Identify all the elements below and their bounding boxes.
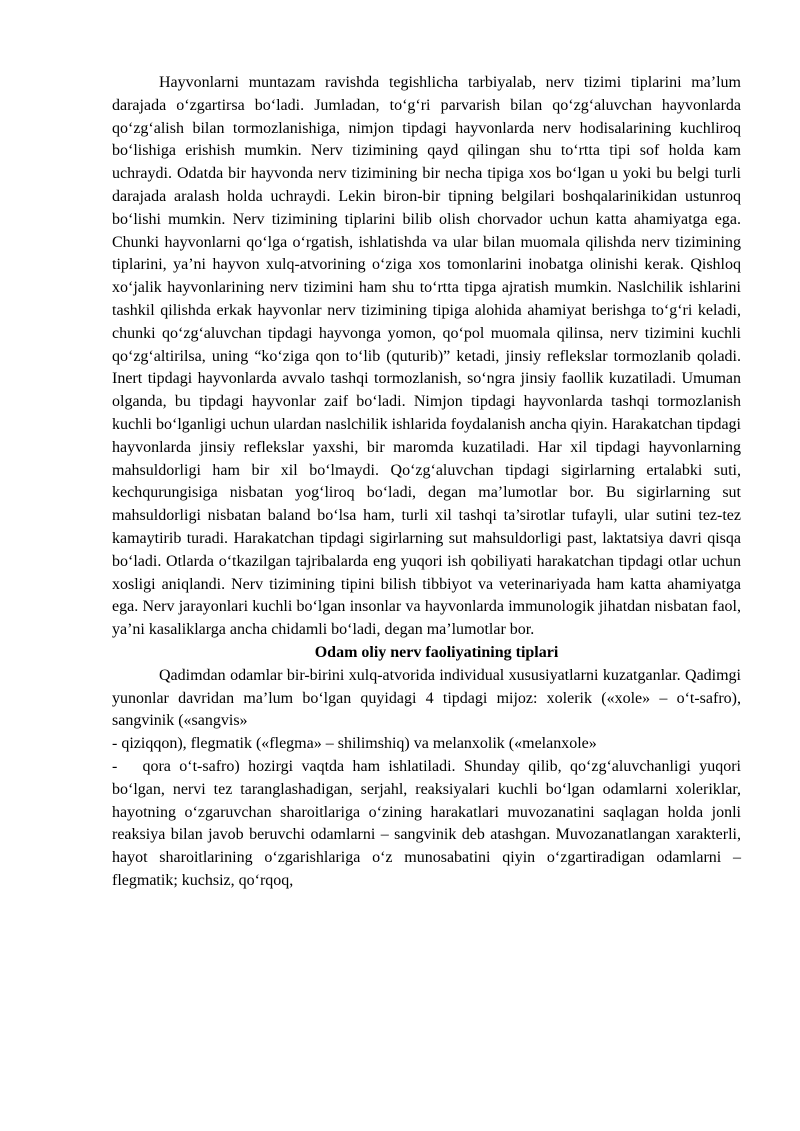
dash-prefix: - — [112, 757, 118, 775]
body-paragraph-2-intro: Qadimdan odamlar bir-birini xulq-atvorida individual xususiyatlarni kuzatganlar. Qadimgi yunonlar davridan ma’lum bo‘lgan quyidagi 4 tipdagi mijoz: xolerik («xole» – o‘t-safro), sangvinik («sangvis» — [112, 666, 741, 730]
document-page — [112, 72, 741, 893]
body-paragraph-2-rest-text: qora o‘t-safro) hozirgi vaqtda ham ishlatiladi. Shunday qilib, qo‘zg‘aluvchanligi yuqori bo‘lgan, nervi tez taranglashadigan, serjahl, reaksiyalari kuchli bo‘lgan odamlarni xoleriklar, hayotning o‘zgaruvchan sharoitlariga o‘zining harakatlari muvozanatini saqlagan holda jonli reaksiya bilan javob beruvchi odamlarni – sangvinik deb atashgan. Muvozanatlangan xarakterli, hayot sharoitlarining o‘zgarishlariga o‘z munosabatini qiyin o‘zgartiradigan odamlarni – flegmatik; kuchsiz, qo‘rqoq, — [112, 757, 742, 889]
section-heading: Odam oliy nerv faoliyatining tiplari — [314, 643, 559, 661]
body-paragraph-2-rest — [112, 756, 741, 893]
body-paragraph-1: Hayvonlarni muntazam ravishda tegishlicha tarbiyalab, nerv tizimi tiplarini ma’lum darajada o‘zgartirsa bo‘ladi. Jumladan, to‘g‘ri parvarish bilan qo‘zg‘aluvchan hayvonlarda qo‘zg‘alish bilan tormozlanishiga, nimjon tipdagi hayvonlarda nerv hodisalarining kuchliroq bo‘lishiga erishish mumkin. Nerv tizimining qayd qilingan shu to‘rtta tipi sof holda kam uchraydi. Odatda bir hayvonda nerv tizimining bir necha tipiga xos bo‘lgan u yoki bu belgi turli darajada aralash holda uchraydi. Lekin biron-bir tipning belgilari boshqalarinikidan ustunroq bo‘lishi mumkin. Nerv tizimining tiplarini bilib olish chorvador uchun katta ahamiyatga ega. Chunki hayvonlarni qo‘lga o‘rgatish, ishlatishda va ular bilan muomala qilishda nerv tizimining tiplarini, ya’ni hayvon xulq-atvorining o‘ziga xos tomonlarini inobatga olinishi kerak. Qishloq xo‘jalik hayvonlarining nerv tizimini ham shu to‘rtta tipga ajratish mumkin. Naslchilik ishlarini tashkil qilishda erkak hayvonlar nerv tizimining tipiga alohida ahamiyat berishga to‘g‘ri keladi, chunki qo‘zg‘aluvchan tipdagi hayvonga yomon, qo‘pol muomala qilinsa, nerv tizimini kuchli qo‘zg‘altirilsa, uning “ko‘ziga qon to‘lib (quturib)” ketadi, jinsiy reflekslar tormozlanib qoladi. Inert tipdagi hayvonlarda avvalo tashqi tormozlanish, so‘ngra jinsiy faollik kuzatiladi. Umuman olganda, bu tipdagi hayvonlar zaif bo‘ladi. Nimjon tipdagi hayvonlarda tashqi tormozlanish kuchli bo‘lganligi uchun ulardan naslchilik ishlarida foydalanish ancha qiyin. Harakatchan tipdagi hayvonlarda jinsiy reflekslar yaxshi, bir maromda kuzatiladi. Har xil tipdagi hayvonlarning mahsuldorligi ham bir xil bo‘lmaydi. Qo‘zg‘aluvchan tipdagi sigirlarning ertalabki suti, kechqurungisiga nisbatan yog‘liroq bo‘ladi, degan ma’lumotlar bor. Bu sigirlarning sut mahsuldorligi nisbatan baland bo‘lsa ham, turli xil tashqi ta’sirotlar tufayli, ular sutini tez-tez kamaytirib turadi. Harakatchan tipdagi sigirlarning sut mahsuldorligi past, laktatsiya davri qisqa bo‘ladi. Otlarda o‘tkazilgan tajribalarda eng yuqori ish qobiliyati harakatchan tipdagi otlar uchun xosligi aniqlandi. Nerv tizimining tipini bilish tibbiyot va veterinariyada ham katta ahamiyatga ega. Nerv jarayonlari kuchli bo‘lgan insonlar va hayvonlarda immunologik jihatdan nisbatan faol, ya’ni kasaliklarga ancha chidamli bo‘ladi, degan ma’lumotlar bor. — [112, 74, 741, 639]
body-paragraph-2-line: - qiziqqon), flegmatik («flegma» – shilimshiq) va melanxolik («melanxole» — [112, 735, 597, 753]
